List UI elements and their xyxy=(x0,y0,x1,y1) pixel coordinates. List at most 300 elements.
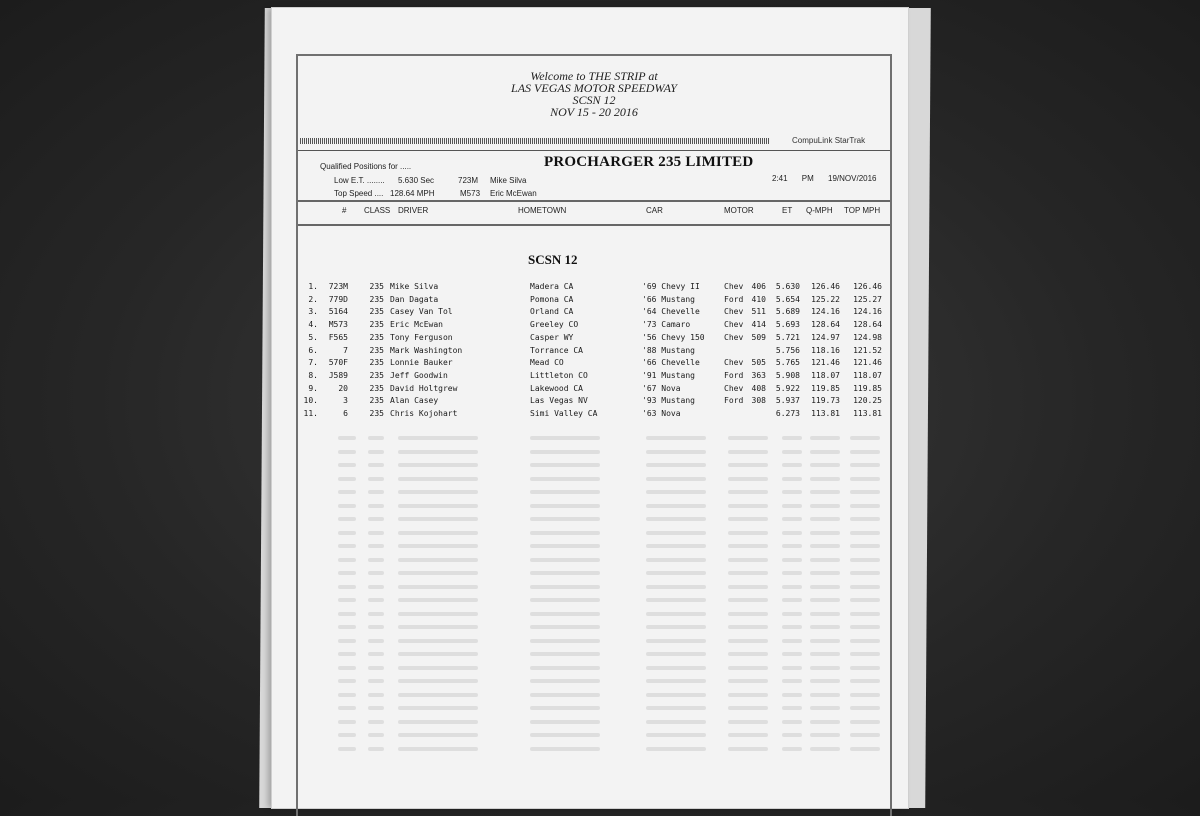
ghost-line xyxy=(338,747,356,751)
cell-cls: 235 xyxy=(369,396,384,406)
ghost-line xyxy=(782,531,802,535)
ghost-line xyxy=(810,504,840,508)
ghost-line xyxy=(850,598,880,602)
cell-driver: Casey Van Tol xyxy=(390,307,453,317)
low-et-label: Low E.T. ........ xyxy=(334,176,385,185)
ghost-line xyxy=(338,531,356,535)
ghost-line xyxy=(530,612,600,616)
ghost-line xyxy=(728,558,768,562)
top-speed-label: Top Speed .... xyxy=(334,189,384,198)
ghost-line xyxy=(728,463,768,467)
cell-hometown: Greeley CO xyxy=(530,320,579,330)
ghost-line xyxy=(728,436,768,440)
ghost-line xyxy=(338,720,356,724)
qualified-label: Qualified Positions for ..... xyxy=(320,162,412,171)
ghost-line xyxy=(810,720,840,724)
ghost-line xyxy=(782,571,802,575)
venue-line: LAS VEGAS MOTOR SPEEDWAY xyxy=(511,81,677,95)
ghost-line xyxy=(728,612,768,616)
ghost-line xyxy=(646,747,706,751)
header-rule-bottom xyxy=(298,224,890,226)
ghost-line xyxy=(646,436,706,440)
cell-top: 118.07 xyxy=(853,370,882,380)
ghost-line xyxy=(850,733,880,737)
ghost-line xyxy=(530,504,600,508)
ghost-line xyxy=(646,571,706,575)
ghost-line xyxy=(810,679,840,683)
ghost-line xyxy=(646,612,706,616)
ghost-line xyxy=(530,652,600,656)
ghost-line xyxy=(728,531,768,535)
class-title: PROCHARGER 235 LIMITED xyxy=(544,154,754,170)
ghost-line xyxy=(810,747,840,751)
ghost-line xyxy=(810,531,840,535)
ghost-line xyxy=(810,558,840,562)
ghost-line xyxy=(368,463,384,467)
cell-top: 128.64 xyxy=(853,320,882,330)
ghost-line xyxy=(338,517,356,521)
table-row xyxy=(298,346,890,358)
cell-car: '64 Chevelle xyxy=(642,307,700,317)
ghost-line xyxy=(850,517,880,521)
ghost-line xyxy=(368,571,384,575)
cell-hometown: Orland CA xyxy=(530,307,574,317)
ghost-line xyxy=(398,666,478,670)
ghost-line xyxy=(368,436,384,440)
ghost-line xyxy=(850,639,880,643)
ghost-line xyxy=(728,544,768,548)
ghost-line xyxy=(850,544,880,548)
ghost-line xyxy=(398,558,478,562)
ghost-line xyxy=(398,706,478,710)
ghost-line xyxy=(398,436,478,440)
cell-hometown: Lakewood CA xyxy=(530,383,583,393)
ghost-line xyxy=(810,666,840,670)
cell-cid: 410 xyxy=(751,294,766,304)
ghost-line xyxy=(728,598,768,602)
ghost-line xyxy=(782,477,802,481)
col-qmph: Q-MPH xyxy=(806,206,833,215)
ghost-line xyxy=(368,652,384,656)
cell-num: 723M xyxy=(328,282,348,291)
ghost-line xyxy=(530,571,600,575)
ghost-line xyxy=(338,585,356,589)
ghost-line xyxy=(810,733,840,737)
ghost-line xyxy=(782,585,802,589)
cell-hometown: Littleton CO xyxy=(530,370,588,380)
welcome-banner xyxy=(298,70,890,118)
cell-cls: 235 xyxy=(369,294,384,304)
ghost-line xyxy=(646,679,706,683)
ghost-line xyxy=(398,612,478,616)
cell-qmph: 121.46 xyxy=(811,358,840,368)
ghost-line xyxy=(782,693,802,697)
event-line: SCSN 12 xyxy=(572,93,616,107)
ghost-line xyxy=(646,544,706,548)
divider xyxy=(298,150,890,151)
ghost-line xyxy=(398,720,478,724)
ghost-line xyxy=(368,450,384,454)
ghost-line xyxy=(810,544,840,548)
ghost-line xyxy=(850,571,880,575)
cell-pos: 4. xyxy=(308,320,318,330)
cell-cls: 235 xyxy=(369,409,384,418)
cell-cid: 363 xyxy=(751,370,766,380)
low-et-car: 723M xyxy=(458,176,479,185)
ghost-line xyxy=(338,436,356,440)
cell-motor: Ford xyxy=(724,370,744,380)
ghost-line xyxy=(530,706,600,710)
ghost-line xyxy=(850,666,880,670)
top-speed-driver: Eric McEwan xyxy=(490,189,537,198)
cell-qmph: 113.81 xyxy=(811,409,840,418)
cell-et: 5.765 xyxy=(775,358,800,368)
cell-motor: Ford xyxy=(724,396,744,406)
ghost-line xyxy=(646,504,706,508)
ghost-line xyxy=(368,639,384,643)
ghost-line xyxy=(368,720,384,724)
cell-qmph: 126.46 xyxy=(811,282,840,291)
ghost-line xyxy=(850,625,880,629)
ghost-line xyxy=(398,544,478,548)
ghost-line xyxy=(850,706,880,710)
top-speed-row xyxy=(334,189,537,198)
ghost-line xyxy=(530,544,600,548)
cell-et: 5.937 xyxy=(775,396,800,406)
cell-qmph: 124.97 xyxy=(811,332,840,342)
cell-et: 5.756 xyxy=(775,345,800,355)
report-date: 19/NOV/2016 xyxy=(828,174,877,183)
dotted-rule xyxy=(300,138,770,144)
cell-et: 5.689 xyxy=(775,307,800,317)
ghost-line xyxy=(810,490,840,494)
ghost-line xyxy=(850,463,880,467)
ghost-line xyxy=(728,477,768,481)
cell-cls: 235 xyxy=(369,383,384,393)
ghost-line xyxy=(810,652,840,656)
cell-driver: Lonnie Bauker xyxy=(390,358,453,368)
ghost-line xyxy=(368,666,384,670)
ghost-line xyxy=(368,585,384,589)
cell-cls: 235 xyxy=(369,370,384,380)
cell-hometown: Torrance CA xyxy=(530,345,583,355)
ghost-line xyxy=(530,585,600,589)
ghost-line xyxy=(782,598,802,602)
ghost-line xyxy=(850,612,880,616)
ghost-line xyxy=(810,517,840,521)
cell-car: '88 Mustang xyxy=(642,345,695,355)
cell-driver: Chris Kojohart xyxy=(390,409,458,418)
ghost-line xyxy=(782,544,802,548)
cell-num: 6 xyxy=(343,409,348,418)
cell-motor: Chev xyxy=(724,320,744,330)
ghost-line xyxy=(646,477,706,481)
cell-et: 5.922 xyxy=(775,383,800,393)
cell-hometown: Pomona CA xyxy=(530,294,574,304)
ghost-line xyxy=(728,679,768,683)
ghost-line xyxy=(338,693,356,697)
ghost-line xyxy=(338,706,356,710)
table-row xyxy=(298,282,890,294)
ghost-line xyxy=(728,733,768,737)
ghost-line xyxy=(850,436,880,440)
low-et-driver: Mike Silva xyxy=(490,176,527,185)
cell-car: '63 Nova xyxy=(642,409,681,418)
cell-motor: Chev xyxy=(724,332,744,342)
ghost-line xyxy=(398,639,478,643)
ghost-line xyxy=(530,450,600,454)
ghost-line xyxy=(398,625,478,629)
top-speed-value: 128.64 MPH xyxy=(390,189,435,198)
ghost-line xyxy=(850,558,880,562)
ghost-line xyxy=(338,463,356,467)
cell-car: '73 Camaro xyxy=(642,320,691,330)
cell-cid: 406 xyxy=(751,282,766,291)
ghost-line xyxy=(782,504,802,508)
ghost-line xyxy=(646,706,706,710)
ghost-line xyxy=(646,558,706,562)
ghost-line xyxy=(368,558,384,562)
table-row xyxy=(298,358,890,370)
ghost-line xyxy=(530,436,600,440)
cell-hometown: Las Vegas NV xyxy=(530,396,588,406)
col-num: # xyxy=(342,206,347,215)
cell-top: 119.85 xyxy=(853,383,882,393)
cell-driver: Alan Casey xyxy=(390,396,439,406)
cell-driver: David Holtgrew xyxy=(390,383,458,393)
ghost-line xyxy=(782,558,802,562)
ghost-line xyxy=(728,504,768,508)
ghost-line xyxy=(530,490,600,494)
cell-motor: Chev xyxy=(724,358,744,368)
cell-num: 5164 xyxy=(328,307,348,317)
ghost-line xyxy=(782,612,802,616)
ghost-line xyxy=(728,585,768,589)
ghost-line xyxy=(810,639,840,643)
timestamp xyxy=(772,174,877,183)
ghost-line xyxy=(646,490,706,494)
ghost-line xyxy=(850,531,880,535)
cell-cls: 235 xyxy=(369,358,384,368)
ghost-line xyxy=(338,733,356,737)
ghost-line xyxy=(530,517,600,521)
cell-motor: Ford xyxy=(724,294,744,304)
ghost-line xyxy=(810,612,840,616)
cell-car: '66 Mustang xyxy=(642,294,695,304)
ghost-line xyxy=(728,747,768,751)
cell-driver: Tony Ferguson xyxy=(390,332,453,342)
ghost-line xyxy=(782,436,802,440)
ghost-line xyxy=(530,531,600,535)
ghost-line xyxy=(646,666,706,670)
ghost-line xyxy=(398,450,478,454)
cell-car: '93 Mustang xyxy=(642,396,695,406)
ghost-line xyxy=(368,679,384,683)
ghost-line xyxy=(338,679,356,683)
col-class: CLASS xyxy=(364,206,391,215)
cell-num: 7 xyxy=(343,345,348,355)
report-time: 2:41 PM xyxy=(772,174,814,183)
ghost-line xyxy=(850,747,880,751)
ghost-line xyxy=(368,625,384,629)
cell-qmph: 128.64 xyxy=(811,320,840,330)
ghost-line xyxy=(530,666,600,670)
col-driver: DRIVER xyxy=(398,206,429,215)
ghost-line xyxy=(368,693,384,697)
ghost-line xyxy=(338,652,356,656)
cell-cid: 511 xyxy=(751,307,766,317)
ghost-line xyxy=(338,571,356,575)
event-title: SCSN 12 xyxy=(528,252,578,267)
cell-pos: 5. xyxy=(308,332,318,342)
ghost-line xyxy=(646,720,706,724)
ghost-line xyxy=(728,652,768,656)
ghost-line xyxy=(368,531,384,535)
dates-line: NOV 15 - 20 2016 xyxy=(550,105,638,119)
cell-car: '56 Chevy 150 xyxy=(642,332,705,342)
col-hometown: HOMETOWN xyxy=(518,206,567,215)
ghost-line xyxy=(728,571,768,575)
cell-cls: 235 xyxy=(369,332,384,342)
cell-qmph: 119.85 xyxy=(811,383,840,393)
ghost-line xyxy=(782,639,802,643)
ghost-line xyxy=(782,490,802,494)
cell-hometown: Madera CA xyxy=(530,282,574,291)
cell-cid: 414 xyxy=(751,320,766,330)
top-speed-car: M573 xyxy=(460,189,481,198)
ghost-line xyxy=(338,625,356,629)
cell-pos: 11. xyxy=(303,409,318,418)
ghost-line xyxy=(728,450,768,454)
ghost-line xyxy=(782,747,802,751)
ghost-line xyxy=(368,477,384,481)
cell-cls: 235 xyxy=(369,345,384,355)
cell-qmph: 119.73 xyxy=(811,396,840,406)
cell-qmph: 125.22 xyxy=(811,294,840,304)
cell-motor: Chev xyxy=(724,383,744,393)
table-row xyxy=(298,295,890,307)
ghost-line xyxy=(646,531,706,535)
cell-cls: 235 xyxy=(369,307,384,317)
welcome-line: Welcome to THE STRIP at xyxy=(530,69,658,83)
ghost-line xyxy=(782,517,802,521)
ghost-line xyxy=(850,477,880,481)
ghost-line xyxy=(782,450,802,454)
ghost-line xyxy=(338,544,356,548)
cell-num: M573 xyxy=(328,320,348,330)
header-rule-top xyxy=(298,200,890,202)
ghost-line xyxy=(368,504,384,508)
ghost-line xyxy=(368,517,384,521)
ghost-line xyxy=(530,720,600,724)
ghost-line xyxy=(530,747,600,751)
results-sheet xyxy=(272,8,908,808)
col-car: CAR xyxy=(646,206,663,215)
ghost-line xyxy=(646,693,706,697)
cell-driver: Jeff Goodwin xyxy=(390,370,448,380)
ghost-line xyxy=(398,679,478,683)
cell-qmph: 118.07 xyxy=(811,370,840,380)
cell-cid: 509 xyxy=(751,332,766,342)
cell-num: 779D xyxy=(328,294,348,304)
ghost-line xyxy=(810,706,840,710)
ghost-line xyxy=(782,463,802,467)
ghost-line xyxy=(646,463,706,467)
cell-top: 121.52 xyxy=(853,345,882,355)
ghost-line xyxy=(530,639,600,643)
ghost-line xyxy=(810,585,840,589)
ghost-line xyxy=(850,585,880,589)
ghost-line xyxy=(728,693,768,697)
table-row xyxy=(298,333,890,345)
ghost-line xyxy=(398,652,478,656)
ghost-line xyxy=(368,490,384,494)
ghost-line xyxy=(338,639,356,643)
ghost-line xyxy=(368,747,384,751)
ghost-line xyxy=(850,450,880,454)
ghost-line xyxy=(338,598,356,602)
ghost-line xyxy=(810,463,840,467)
ghost-line xyxy=(810,477,840,481)
cell-car: '69 Chevy II xyxy=(642,282,700,291)
cell-car: '67 Nova xyxy=(642,383,681,393)
ghost-line xyxy=(782,679,802,683)
cell-hometown: Simi Valley CA xyxy=(530,409,598,418)
ghost-line xyxy=(810,598,840,602)
cell-num: 20 xyxy=(338,383,348,393)
ghost-line xyxy=(646,652,706,656)
col-motor: MOTOR xyxy=(724,206,754,215)
ghost-line xyxy=(338,612,356,616)
cell-top: 126.46 xyxy=(853,282,882,291)
ghost-line xyxy=(646,517,706,521)
sheet-frame xyxy=(296,54,892,816)
ghost-line xyxy=(782,652,802,656)
ghost-line xyxy=(782,666,802,670)
ghost-line xyxy=(398,693,478,697)
ghost-line xyxy=(398,747,478,751)
ghost-line xyxy=(810,436,840,440)
ghost-line xyxy=(728,517,768,521)
ghost-line xyxy=(338,666,356,670)
ghost-line xyxy=(338,558,356,562)
ghost-line xyxy=(646,598,706,602)
ghost-line xyxy=(530,625,600,629)
ghost-line xyxy=(728,666,768,670)
cell-num: F565 xyxy=(328,332,348,342)
ghost-line xyxy=(646,625,706,629)
table-row xyxy=(298,384,890,396)
ghost-line xyxy=(368,598,384,602)
cell-pos: 7. xyxy=(308,358,318,368)
ghost-line xyxy=(530,598,600,602)
ghost-line xyxy=(530,733,600,737)
cell-driver: Mark Washington xyxy=(390,345,463,355)
ghost-line xyxy=(810,450,840,454)
ghost-line xyxy=(782,720,802,724)
cell-motor: Chev xyxy=(724,282,744,291)
ghost-line xyxy=(368,544,384,548)
col-topmph: TOP MPH xyxy=(844,206,881,215)
ghost-line xyxy=(398,733,478,737)
ghost-line xyxy=(646,585,706,589)
cell-et: 5.630 xyxy=(775,282,800,291)
cell-et: 5.654 xyxy=(775,294,800,304)
ghost-line xyxy=(398,463,478,467)
table-row xyxy=(298,396,890,408)
cell-et: 5.908 xyxy=(775,370,800,380)
cell-car: '66 Chevelle xyxy=(642,358,700,368)
